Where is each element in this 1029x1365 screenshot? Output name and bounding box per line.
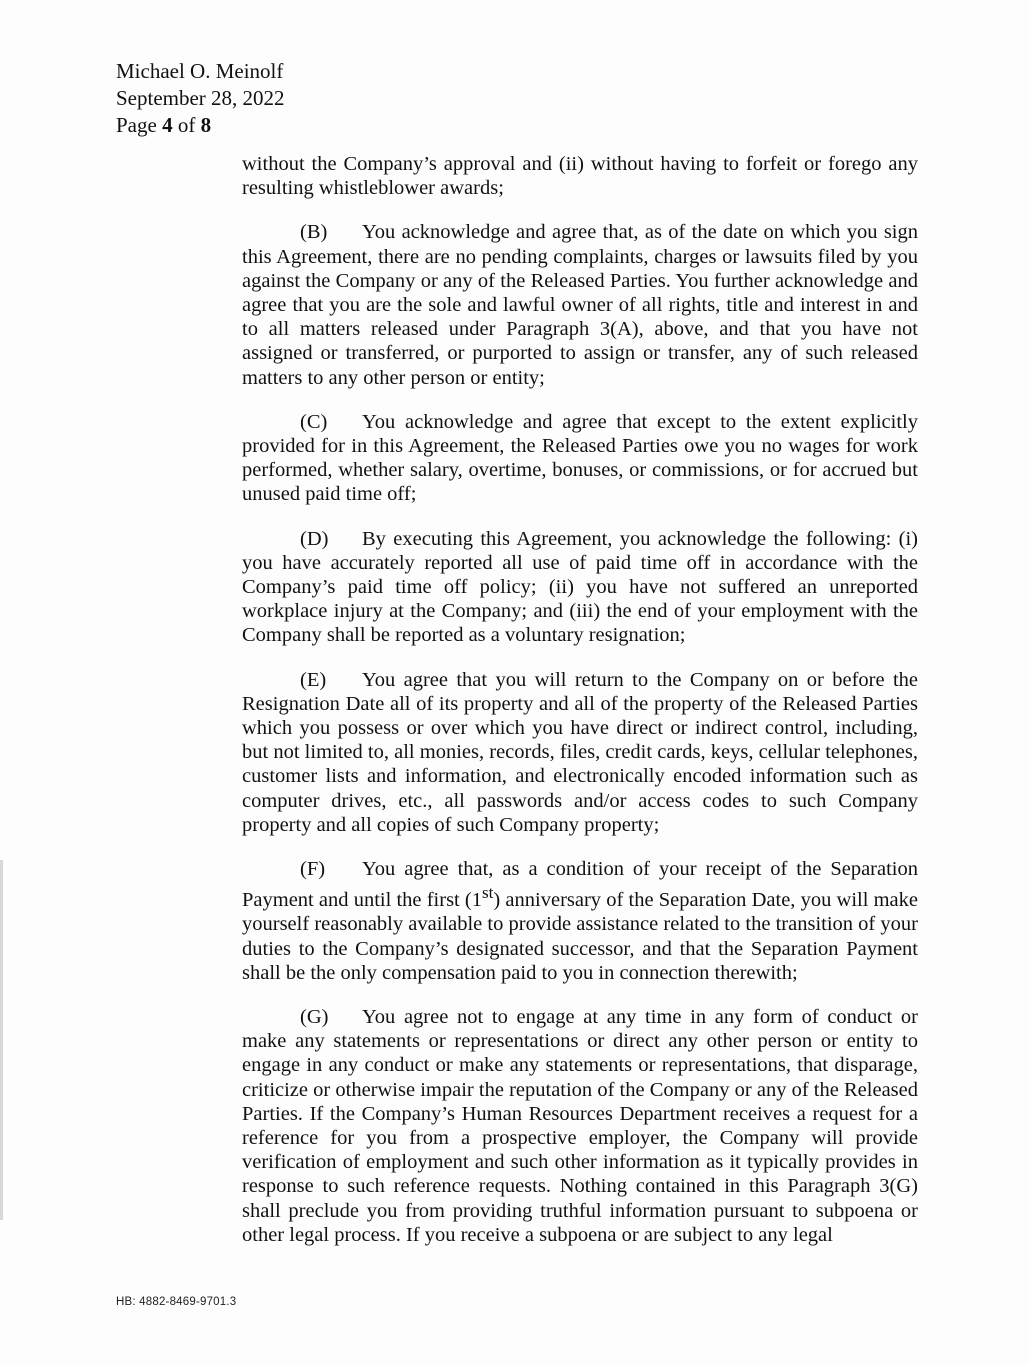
paragraph-c — [242, 410, 918, 507]
paragraph-f — [242, 857, 918, 985]
paragraph-e — [242, 668, 918, 837]
paragraph-b — [242, 220, 918, 389]
page-of: of — [172, 113, 201, 137]
letter-date: September 28, 2022 — [116, 86, 285, 110]
paragraph-text-before: You agree that, as a condition of your receipt of the Separation Payment and until the first (1 — [242, 858, 918, 912]
paragraph-text: You agree not to engage at any time in any form of conduct or make any statements or representations or direct any other person or entity to engage in any conduct or make any statements or representations, that disparage, criticize or otherwise impair the reputation of the Company or any of the Released Parties. If the Company’s Human Resources Department receives a request for a reference for you from a prospective employer, the Company will provide verification of employment and such other information as it typically provides in response to such reference requests. Nothing contained in this Paragraph 3(G) shall preclude you from providing truthful information pursuant to subpoena or other legal process. If you receive a subpoena or are subject to any legal — [242, 1005, 918, 1246]
paragraph-text: You acknowledge and agree that, as of the date on which you sign this Agreement, there are no pending complaints, charges or lawsuits filed by you against the Company or any of the Released Parties. You further acknowledge and agree that you are the sole and lawful owner of all rights, title and interest in and to all matters released under Paragraph 3(A), above, and that you have not assigned or transferred, or purported to assign or transfer, any of such released matters to any other person or entity; — [242, 221, 918, 389]
paragraph-d — [242, 527, 918, 648]
paragraph-text-after: ) anniversary of the Separation Date, you will make yourself reasonably available to provide assistance related to the transition of your duties to the Company’s designated successor, and that the Separation Payment shall be the only compensation paid to you in connection therewith; — [242, 889, 919, 984]
page-number — [116, 112, 285, 139]
document-body — [242, 152, 918, 1267]
paragraph-label: (C) — [300, 410, 328, 433]
page-prefix: Page — [116, 113, 163, 137]
scan-edge-shadow — [0, 860, 3, 1220]
paragraph-label: (G) — [300, 1005, 329, 1028]
paragraph-label: (D) — [300, 527, 329, 550]
paragraph-label: (B) — [300, 221, 328, 244]
document-id-footer: HB: 4882-8469-9701.3 — [116, 1296, 237, 1308]
page-total: 8 — [200, 113, 212, 137]
recipient-name: Michael O. Meinolf — [116, 59, 284, 83]
paragraph-text: You acknowledge and agree that except to the extent explicitly provided for in this Agreement, the Released Parties owe you no wages for work performed, whether salary, overtime, bonuses, or commissions, or for accrued but unused paid time off; — [242, 410, 918, 506]
letter-header — [116, 58, 285, 139]
continuation-paragraph: without the Company’s approval and (ii) without having to forfeit or forego any resulting whistleblower awards; — [242, 153, 918, 200]
paragraph-text: By executing this Agreement, you acknowledge the following: (i) you have accurately reported all use of paid time off in accordance with the Company’s paid time off policy; (ii) you have not suffered an unreported workplace injury at the Company; and (iii) the end of your employment with the Company shall be reported as a voluntary resignation; — [242, 527, 918, 647]
ordinal-superscript: st — [482, 883, 494, 903]
paragraph-label: (F) — [300, 858, 326, 881]
page-current: 4 — [162, 113, 173, 137]
paragraph-label: (E) — [300, 668, 327, 691]
paragraph-text: You agree that you will return to the Company on or before the Resignation Date all of its property and all of the property of the Released Parties which you possess or over which you have direct or indirect control, including, but not limited to, all monies, records, files, credit cards, keys, cellular telephones, customer lists and information, and electronically encoded information such as computer drives, etc., all passwords and/or access codes to such Company property and all copies of such Company property; — [242, 668, 918, 836]
paragraph-g — [242, 1005, 918, 1247]
